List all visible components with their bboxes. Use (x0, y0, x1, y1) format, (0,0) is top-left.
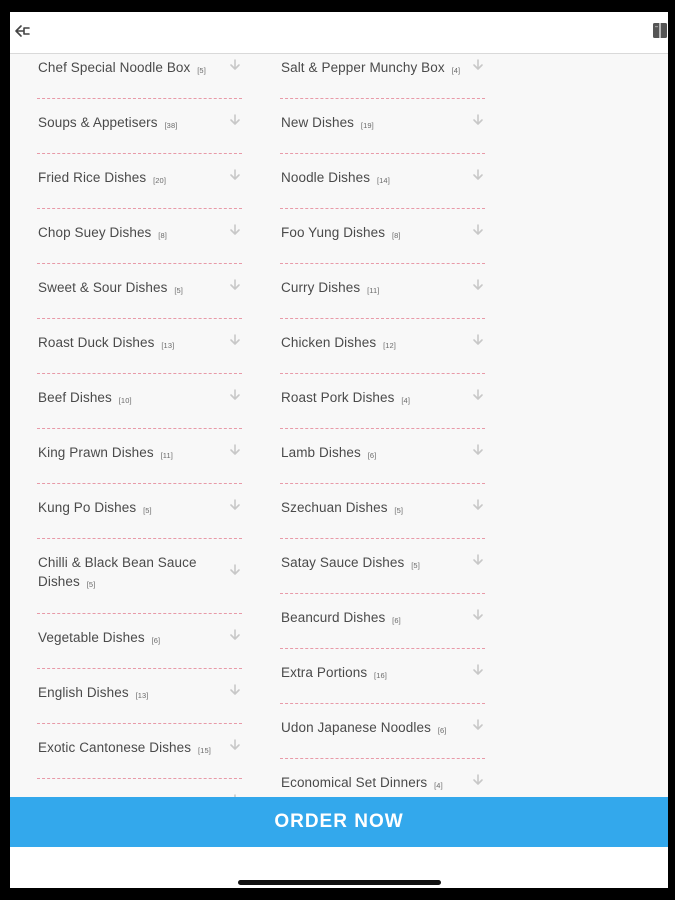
category-name: Exotic Cantonese Dishes (38, 740, 192, 755)
category-label (38, 443, 173, 465)
down-arrow-icon (228, 498, 242, 512)
category-count: [16] (374, 671, 387, 680)
category-name: Kung Po Dishes (38, 500, 137, 515)
menu-category-item[interactable] (37, 319, 242, 374)
category-name: Salt & Pepper Munchy Box (281, 60, 445, 75)
category-name: Beef Dishes (38, 390, 112, 405)
category-label (38, 738, 211, 760)
down-arrow-icon (228, 628, 242, 642)
category-name: Extra Portions (281, 665, 368, 680)
back-arrow-icon[interactable] (14, 23, 32, 39)
menu-category-item[interactable] (37, 539, 242, 614)
category-label (281, 388, 410, 410)
category-name: New Dishes (281, 115, 355, 130)
down-arrow-icon (471, 553, 485, 567)
top-bar (10, 12, 668, 54)
category-name: Economical Set Dinners (281, 775, 428, 790)
category-label (38, 278, 183, 300)
down-arrow-icon (471, 113, 485, 127)
category-label (281, 168, 390, 190)
category-label (38, 113, 177, 135)
down-arrow-icon (228, 278, 242, 292)
down-arrow-icon (471, 443, 485, 457)
category-name: English Dishes (38, 685, 129, 700)
menu-category-item[interactable] (280, 209, 485, 264)
app-screen (10, 12, 668, 888)
down-arrow-icon (471, 718, 485, 732)
category-count: [12] (383, 341, 396, 350)
menu-category-item[interactable] (37, 429, 242, 484)
menu-category-item[interactable] (37, 154, 242, 209)
down-arrow-icon (228, 388, 242, 402)
menu-category-item[interactable] (280, 154, 485, 209)
menu-column-left (37, 44, 242, 834)
category-count: [5] (86, 580, 96, 589)
category-label (281, 443, 376, 465)
category-name: Chilli & Black Bean Sauce Dishes (38, 555, 197, 589)
down-arrow-icon (471, 773, 485, 787)
category-count: [38] (164, 121, 178, 130)
category-count: [6] (437, 726, 447, 735)
menu-categories (10, 54, 668, 797)
menu-category-item[interactable] (37, 264, 242, 319)
category-label (38, 628, 160, 650)
category-name: Udon Japanese Noodles (281, 720, 431, 735)
menu-category-item[interactable] (280, 594, 485, 649)
category-name: Vegetable Dishes (38, 630, 145, 645)
category-label (281, 498, 403, 520)
down-arrow-icon (228, 168, 242, 182)
category-count: [13] (135, 691, 149, 700)
menu-category-item[interactable] (37, 99, 242, 154)
category-name: Fried Rice Dishes (38, 170, 147, 185)
category-label (38, 333, 174, 355)
down-arrow-icon (228, 333, 242, 347)
book-icon[interactable] (652, 21, 668, 39)
menu-category-item[interactable] (280, 429, 485, 484)
order-now-label: ORDER NOW (274, 811, 404, 832)
category-count: [14] (376, 176, 390, 185)
category-count: [4] (451, 66, 461, 75)
category-label (281, 113, 374, 135)
category-label (38, 553, 220, 594)
down-arrow-icon (228, 683, 242, 697)
category-name: Chop Suey Dishes (38, 225, 152, 240)
menu-category-item[interactable] (280, 264, 485, 319)
category-label (38, 388, 132, 410)
category-label (38, 58, 206, 80)
menu-category-item[interactable] (280, 539, 485, 594)
category-name: King Prawn Dishes (38, 445, 154, 460)
category-label (281, 718, 446, 740)
menu-category-item[interactable] (280, 704, 485, 759)
category-count: [6] (151, 636, 161, 645)
category-label (281, 773, 443, 795)
category-count: [11] (160, 451, 173, 460)
down-arrow-icon (471, 58, 485, 72)
category-name: Soups & Appetisers (38, 115, 158, 130)
menu-category-item[interactable] (37, 374, 242, 429)
menu-category-item[interactable] (37, 614, 242, 669)
category-label (281, 58, 460, 80)
category-name: Sweet & Sour Dishes (38, 280, 168, 295)
menu-category-item[interactable] (280, 99, 485, 154)
category-name: Satay Sauce Dishes (281, 555, 405, 570)
menu-category-item[interactable] (280, 649, 485, 704)
menu-column-right (280, 44, 485, 814)
category-count: [5] (174, 286, 183, 295)
down-arrow-icon (471, 278, 485, 292)
category-count: [13] (161, 341, 175, 350)
down-arrow-icon (228, 223, 242, 237)
category-count: [4] (434, 781, 443, 790)
menu-category-item[interactable] (37, 484, 242, 539)
category-name: Lamb Dishes (281, 445, 361, 460)
category-count: [15] (198, 746, 211, 755)
category-name: Curry Dishes (281, 280, 361, 295)
menu-category-item[interactable] (37, 209, 242, 264)
category-count: [5] (197, 66, 206, 75)
category-count: [4] (401, 396, 410, 405)
category-label (281, 278, 379, 300)
bottom-area (10, 847, 668, 888)
category-label (281, 223, 401, 245)
category-label (281, 608, 401, 630)
category-name: Chef Special Noodle Box (38, 60, 191, 75)
menu-category-item[interactable] (280, 374, 485, 429)
down-arrow-icon (228, 58, 242, 72)
order-now-button[interactable] (10, 797, 668, 847)
down-arrow-icon (228, 113, 242, 127)
menu-category-item[interactable] (37, 669, 242, 724)
category-label (38, 223, 167, 245)
down-arrow-icon (471, 333, 485, 347)
menu-category-item[interactable] (280, 484, 485, 539)
category-label (281, 553, 420, 575)
category-count: [8] (158, 231, 167, 240)
category-name: Roast Pork Dishes (281, 390, 395, 405)
category-count: [8] (391, 231, 401, 240)
down-arrow-icon (228, 443, 242, 457)
category-name: Chicken Dishes (281, 335, 377, 350)
category-count: [5] (394, 506, 404, 515)
down-arrow-icon (471, 388, 485, 402)
category-label (281, 333, 396, 355)
category-label (38, 683, 148, 705)
category-count: [6] (367, 451, 377, 460)
category-label (281, 663, 387, 685)
down-arrow-icon (228, 563, 242, 577)
menu-category-item[interactable] (37, 724, 242, 779)
category-count: [5] (411, 561, 420, 570)
down-arrow-icon (471, 168, 485, 182)
menu-category-item[interactable] (280, 319, 485, 374)
category-label (38, 168, 166, 190)
category-count: [11] (367, 286, 380, 295)
down-arrow-icon (228, 738, 242, 752)
down-arrow-icon (471, 498, 485, 512)
category-count: [6] (392, 616, 401, 625)
down-arrow-icon (471, 663, 485, 677)
category-count: [5] (143, 506, 152, 515)
category-name: Roast Duck Dishes (38, 335, 155, 350)
category-label (38, 498, 152, 520)
category-name: Noodle Dishes (281, 170, 371, 185)
down-arrow-icon (471, 608, 485, 622)
category-name: Szechuan Dishes (281, 500, 388, 515)
home-indicator[interactable] (238, 880, 441, 885)
category-count: [10] (118, 396, 132, 405)
category-name: Foo Yung Dishes (281, 225, 386, 240)
category-count: [19] (360, 121, 374, 130)
category-count: [20] (153, 176, 167, 185)
category-name: Beancurd Dishes (281, 610, 386, 625)
down-arrow-icon (471, 223, 485, 237)
